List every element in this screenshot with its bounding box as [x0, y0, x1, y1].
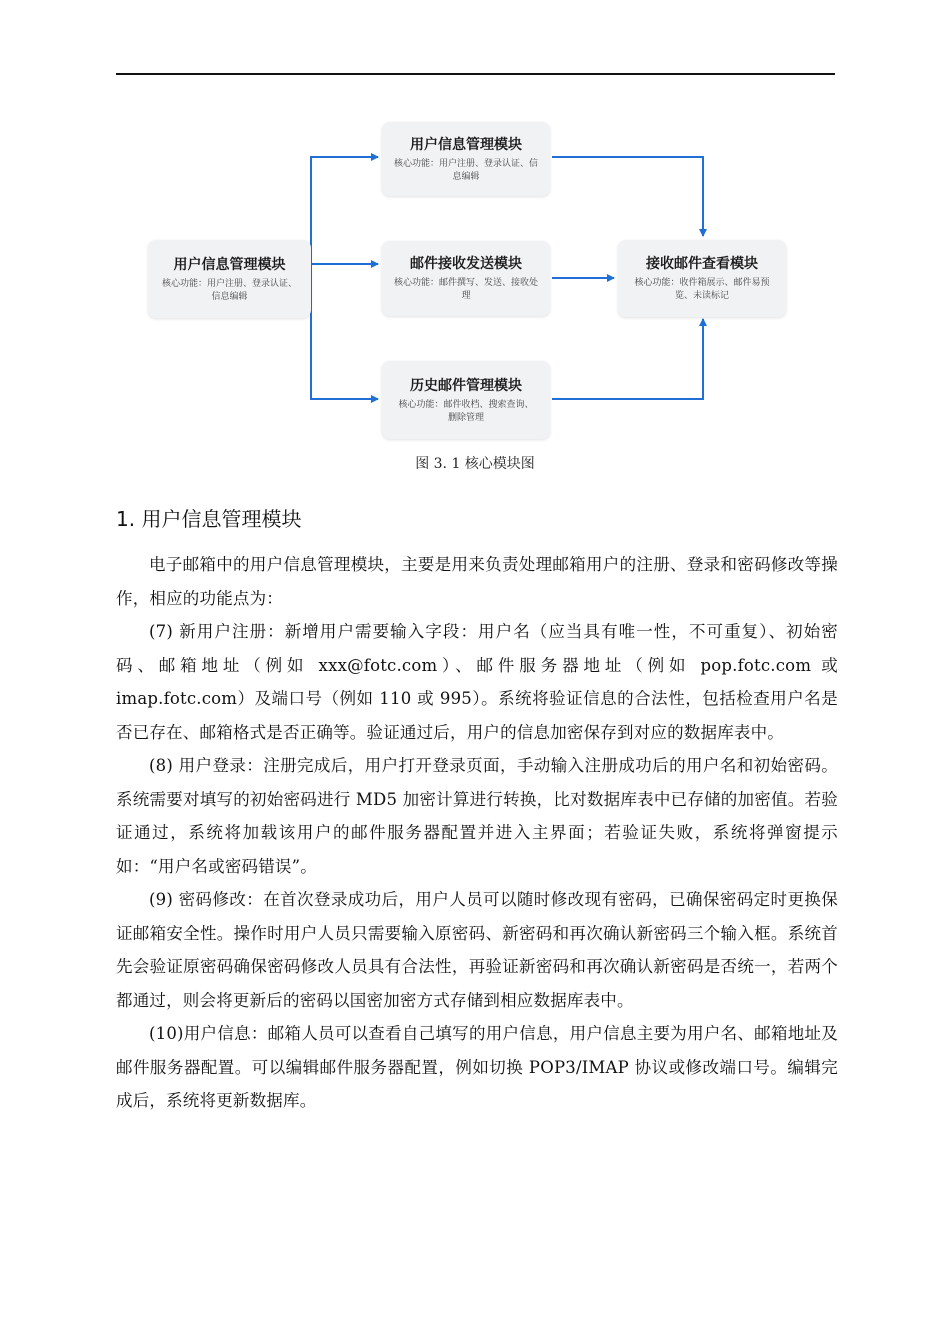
arrow-top-to-right — [552, 157, 703, 236]
intro-paragraph: 电子邮箱中的用户信息管理模块，主要是用来负责处理邮箱用户的注册、登录和密码修改等操作，相应的功能点为： — [116, 555, 838, 608]
arrow-bottom-to-right — [552, 319, 703, 399]
left-module-desc-line-1: 核心功能：用户注册、登录认证、 — [161, 278, 297, 289]
register-paragraph: (7) 新用户注册：新增用户需要输入字段：用户名（应当具有唯一性，不可重复）、初始密码、邮箱地址（例如 xxx@fotc.com）、邮件服务器地址（例如 pop.fotc.com 或 imap.fotc.com）及端口号（例如 110 或 995）。系统将验证信息的合法性，包括检查用户名是否已存在、邮箱格式是否正确等。验证通过后，用户的信息加密保存到对应的数据库表中。 — [116, 622, 838, 742]
bottom-module-desc-line-2: 删除管理 — [447, 412, 484, 423]
top-module-box — [382, 122, 550, 196]
left-module-desc-line-2: 信息编辑 — [211, 291, 248, 302]
password-change-paragraph: (9) 密码修改：在首次登录成功后，用户人员可以随时修改现有密码，已确保密码定时更换保证邮箱安全性。操作时用户人员只需要输入原密码、新密码和再次确认新密码三个输入框。系统首先会验证原密码确保密码修改人员具有合法性，再验证新密码和再次确认新密码是否统一，若两个都通过，则会将更新后的密码以国密加密方式存储到相应数据库表中。 — [116, 890, 838, 1010]
right-module-desc-line-1: 核心功能：收件箱展示、邮件易预 — [634, 278, 770, 288]
left-module-title: 用户信息管理模块 — [173, 256, 286, 273]
right-module-box — [618, 240, 786, 317]
bottom-module-title: 历史邮件管理模块 — [410, 377, 522, 394]
right-module-title: 接收邮件查看模块 — [646, 256, 758, 272]
right-module-desc-line-2: 览、未读标记 — [674, 291, 729, 301]
header-rule — [116, 73, 835, 75]
core-module-diagram — [140, 112, 800, 447]
middle-module-box — [382, 241, 550, 316]
figure-caption: 图 3. 1 核心模块图 — [415, 456, 535, 472]
bottom-module-box — [382, 361, 550, 439]
middle-module-title: 邮件接收发送模块 — [410, 256, 522, 272]
arrow-left-to-bottom — [311, 264, 378, 399]
top-module-title: 用户信息管理模块 — [410, 136, 522, 153]
bottom-module-desc-line-1: 核心功能：邮件收档、搜索查询、 — [398, 399, 534, 410]
user-info-paragraph: (10)用户信息：邮箱人员可以查看自己填写的用户信息，用户信息主要为用户名、邮箱地址及邮件服务器配置。可以编辑邮件服务器配置，例如切换 POP3/IMAP 协议或修改端口号。编辑完成后，系统将更新数据库。 — [116, 1024, 838, 1110]
login-paragraph: (8) 用户登录：注册完成后，用户打开登录页面，手动输入注册成功后的用户名和初始密码。系统需要对填写的初始密码进行 MD5 加密计算进行转换，比对数据库表中已存储的加密值。若验证通过，系统将加载该用户的邮件服务器配置并进入主界面；若验证失败，系统将弹窗提示如：“用户名或密码错误”。 — [116, 756, 838, 876]
section-heading: 1. 用户信息管理模块 — [116, 507, 302, 531]
middle-module-desc: 核心功能：邮件撰写、发送、接收处理 — [393, 278, 538, 301]
arrow-left-to-top — [311, 157, 378, 264]
top-module-desc: 核心功能：用户注册、登录认证、信息编辑 — [393, 158, 538, 182]
body-text — [116, 548, 838, 1118]
left-module-box — [148, 240, 311, 318]
